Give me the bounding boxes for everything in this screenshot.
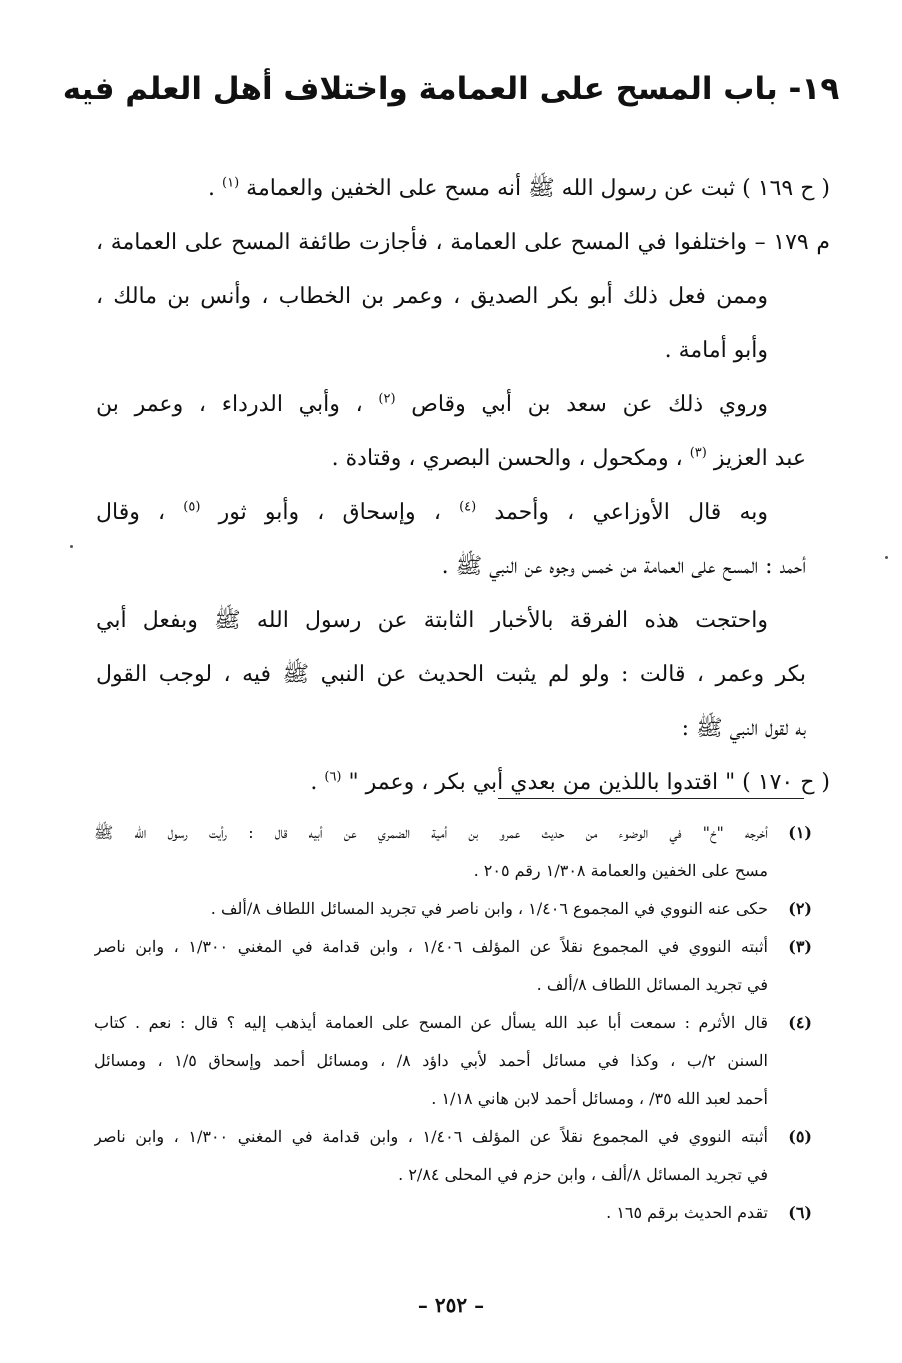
chapter-title: ١٩- باب المسح على العمامة واختلاف أهل العلم فيه [62,71,840,107]
footnote-line: قال الأثرم : سمعت أبا عبد الله يسأل عن المسح على العمامة أيذهب إليه ؟ قال : نعم . كتاب [94,1013,768,1032]
footnote-line: السنن ٢/ب ، وكذا في مسائل أحمد لأبي داؤد ٨/ ، ومسائل أحمد وإسحاق ١/٥ ، ومسائل [94,1051,768,1070]
hadith-170-line [96,756,830,810]
footnote-ref-5[interactable]: (٥) [183,499,201,515]
footnote-line: أثبته النووي في المجموع نقلاً عن المؤلف ١/٤٠٦ ، وابن قدامة في المغني ١/٣٠٠ ، وابن ناصر [94,937,768,956]
footnote-number: (١) [788,823,812,842]
page-number: – ٢٥٢ – [417,1293,485,1317]
footnote-line: أحمد لعبد الله ٣٥/ ، ومسائل أحمد لابن هاني ١/١٨ . [431,1089,768,1108]
footnote-line: مسح على الخفين والعمامة ١/٣٠٨ رقم ٢٠٥ . [473,861,768,880]
footnote-5 [94,1118,812,1194]
text-run: ، ومكحول ، والحسن البصري ، وقتادة . [331,446,683,471]
footnote-separator [498,798,804,799]
text-run: . [208,176,216,201]
footnote-ref-6[interactable]: (٦) [324,769,342,785]
footnote-line: أثبته النووي في المجموع نقلاً عن المؤلف ١/٤٠٦ ، وابن قدامة في المغني ١/٣٠٠ ، وابن ناصر [94,1127,768,1146]
text-run: ، وإسحاق ، وأبو ثور [218,500,441,525]
paragraph-line: وممن فعل ذلك أبو بكر الصديق ، وعمر بن الخطاب ، وأنس بن مالك ، [96,284,768,309]
paragraph-line [96,378,806,432]
paragraph-line: به لقول النبي ﷺ : [681,716,806,741]
footnote-number: (٥) [788,1127,812,1146]
scan-speck [885,556,888,559]
footnote-line: تقدم الحديث برقم ١٦٥ . [606,1203,768,1222]
footnote-3 [94,928,812,1004]
footnote-1 [94,814,812,890]
footnote-ref-3[interactable]: (٣) [689,445,707,461]
text-run: ، وقال [96,500,166,525]
footnote-line: في تجريد المسائل ٨/ألف ، وابن حزم في المحلى ٢/٨٤ . [398,1165,768,1184]
scan-speck [70,545,73,548]
hadith-169-line [96,162,830,216]
footnote-2 [94,890,812,928]
text-run: وبه قال الأوزاعي ، وأحمد [494,500,768,525]
main-text [96,162,830,810]
paragraph-line: وأبو أمامة . [664,338,768,363]
paragraph-line [96,486,806,540]
footnote-ref-1[interactable]: (١) [222,175,240,191]
footnote-number: (٦) [788,1203,812,1222]
footnote-number: (٢) [788,899,812,918]
text-run: ( ح ١٦٩ ) ثبت عن رسول الله ﷺ أنه مسح على الخفين والعمامة [246,176,830,201]
text-run: وروي ذلك عن سعد بن أبي وقاص [411,392,768,417]
paragraph-line [96,432,806,486]
footnote-4 [94,1004,812,1118]
footnotes [94,814,812,1232]
text-run: ( ح ١٧٠ ) " اقتدوا باللذين من بعدي أبي بكر ، وعمر " [348,770,830,795]
footnote-ref-4[interactable]: (٤) [459,499,477,515]
text-run: . [310,770,318,795]
footnote-line: في تجريد المسائل اللطاف ٨/ألف . [536,975,768,994]
footnote-line: أخرجه "خ" في الوضوء من حديث عمرو بن أمية الضمري عن أبيه قال : رأيت رسول الله ﷺ [94,823,768,842]
issue-179-line: م ١٧٩ – واختلفوا في المسح على العمامة ، فأجازت طائفة المسح على العمامة ، [96,230,830,255]
footnote-6 [94,1194,812,1232]
footnote-line: حكى عنه النووي في المجموع ١/٤٠٦ ، وابن ناصر في تجريد المسائل اللطاف ٨/ألف . [210,899,768,918]
footnote-number: (٣) [788,937,812,956]
paragraph-line: بكر وعمر ، قالت : ولو لم يثبت الحديث عن النبي ﷺ فيه ، لوجب القول [96,662,806,687]
text-run: ، وأبي الدرداء ، وعمر بن [96,392,363,417]
footnote-number: (٤) [788,1013,812,1032]
text-run: عبد العزيز [713,446,806,471]
paragraph-line: أحمد : المسح على العمامة من خمس وجوه عن النبي ﷺ . [441,554,806,579]
paragraph-line: واحتجت هذه الفرقة بالأخبار الثابتة عن رسول الله ﷺ وبفعل أبي [96,608,768,633]
footnote-ref-2[interactable]: (٢) [378,391,396,407]
